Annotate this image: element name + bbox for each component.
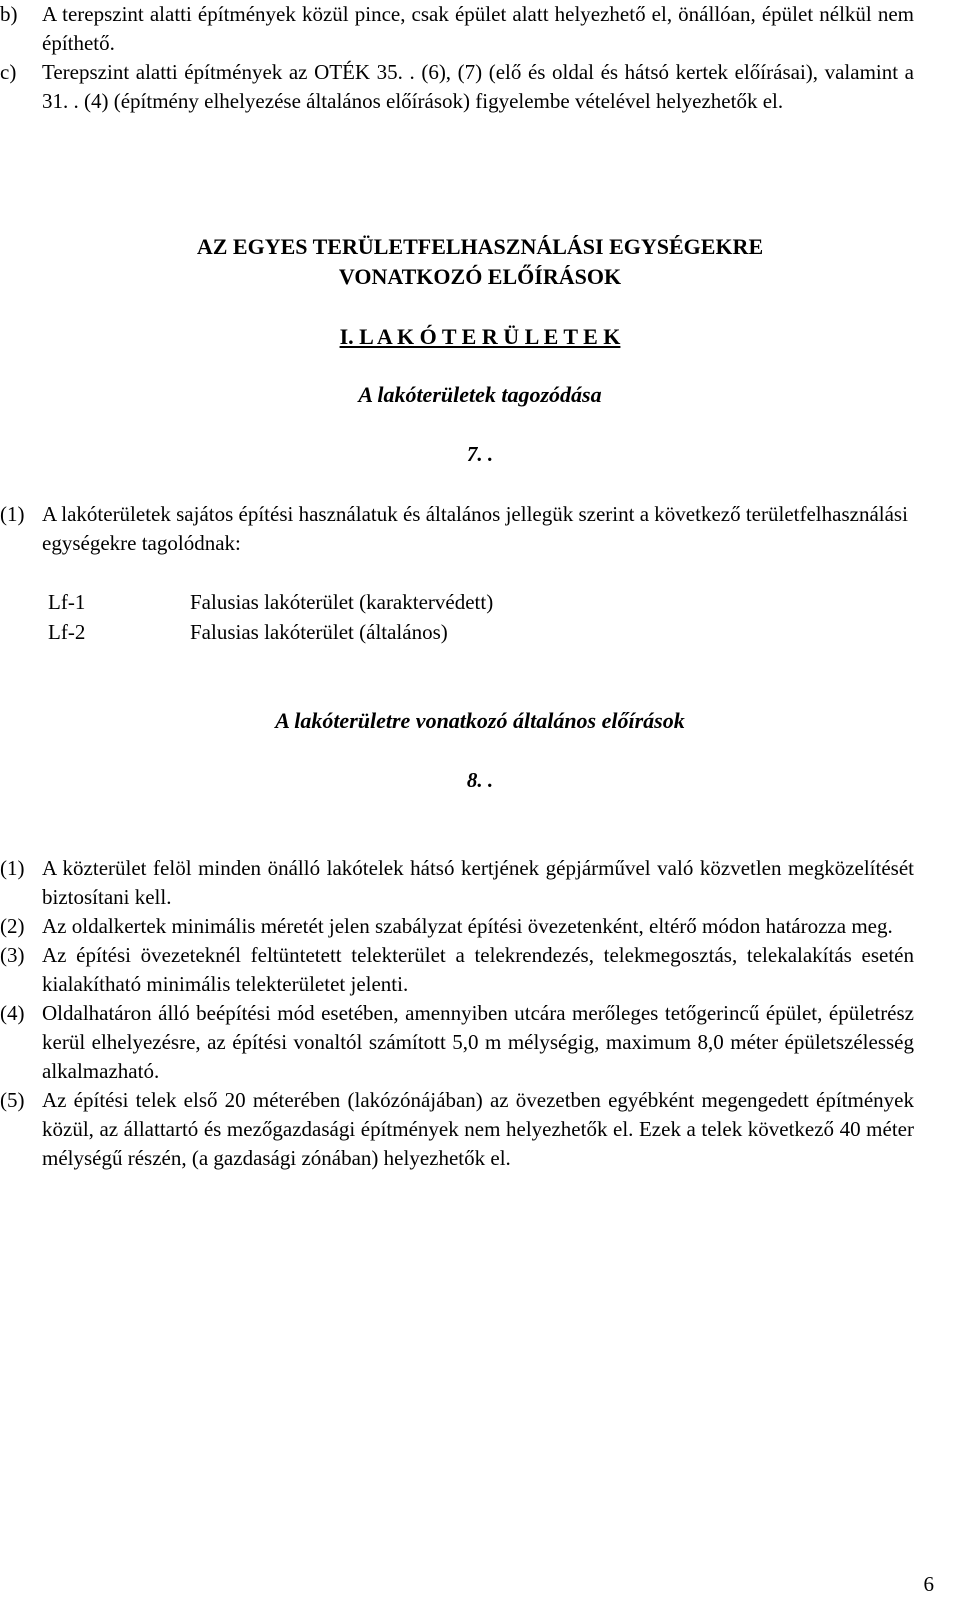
paragraph-text: Az oldalkertek minimális méretét jelen szabályzat építési övezetenként, eltérő módon határozza meg. <box>42 914 893 938</box>
zone-name: Falusias lakóterület (általános) <box>190 620 448 644</box>
page-number: 6 <box>923 1572 934 1596</box>
main-heading-line-2: VONATKOZÓ ELŐÍRÁSOK <box>338 264 622 289</box>
zone-code: Lf-1 <box>48 590 86 614</box>
section-7-number: 7. . <box>466 442 494 466</box>
item-text: Terepszint alatti építmények az OTÉK 35. . (6), (7) (elő és oldal és hátsó kertek előírásai), valamint a 31. . (4) (építmény elhelyezése általános előírások) figyelembe vételével helyezhetők el. <box>42 60 914 113</box>
intro-item-c <box>0 58 918 116</box>
item-marker: b) <box>0 2 18 26</box>
zone-row-lf-2 <box>48 618 928 647</box>
intro-item-b <box>0 0 918 58</box>
subheading-altalanos-eloirasok: A lakóterületre vonatkozó általános előírások <box>275 708 685 733</box>
section-8-paragraphs <box>0 854 960 1173</box>
chapter-heading-wrap <box>0 322 960 352</box>
item-text: A terepszint alatti építmények közül pince, csak épület alatt helyezhető el, önállóan, épület nélkül nem építhető. <box>42 2 914 55</box>
paragraph-text: A közterület felöl minden önálló lakótelek hátsó kertjének gépjárművel való közvetlen megközelítését biztosítani kell. <box>42 856 914 909</box>
paragraph <box>0 912 918 941</box>
section-7-paragraphs <box>0 500 960 558</box>
paragraph-text: Oldalhatáron álló beépítési mód esetében, amennyiben utcára merőleges tetőgerincű épület, épületrész kerül elhelyezésre, az építési vonaltól számított 5,0 m mélységig, maximum 8,0 méter épületszélesség alkalmazható. <box>42 1001 914 1083</box>
section-8-number: 8. . <box>466 768 494 792</box>
paragraph <box>0 999 918 1086</box>
paragraph-text: Az építési telek első 20 méterében (lakózónájában) az övezetben egyébként megengedett építmények közül, az állattartó és mezőgazdasági építmények nem helyezhetők el. Ezek a telek következő 40 méter mélységű részén, (a gazdasági zónában) helyezhetők el. <box>42 1088 914 1170</box>
paragraph <box>0 941 918 999</box>
paragraph-marker: (1) <box>0 856 25 880</box>
paragraph-marker: (1) <box>0 502 25 526</box>
zone-name: Falusias lakóterület (karaktervédett) <box>190 590 494 614</box>
paragraph-marker: (5) <box>0 1088 25 1112</box>
paragraph-marker: (4) <box>0 1001 25 1025</box>
paragraph-text: Az építési övezeteknél feltüntetett telekterület a telekrendezés, telekmegosztás, telekalakítás esetén kialakítható minimális telekterületet jelenti. <box>42 943 914 996</box>
paragraph-marker: (3) <box>0 943 25 967</box>
zone-row-lf-1 <box>48 588 928 617</box>
paragraph-marker: (2) <box>0 914 25 938</box>
paragraph <box>0 854 918 912</box>
paragraph <box>0 500 918 558</box>
main-heading-line-1: AZ EGYES TERÜLETFELHASZNÁLÁSI EGYSÉGEKRE <box>196 234 764 259</box>
intro-list <box>0 0 960 116</box>
zone-code: Lf-2 <box>48 620 86 644</box>
chapter-heading: I. L A K Ó T E R Ü L E T E K <box>339 324 621 349</box>
paragraph <box>0 1086 918 1173</box>
subheading-lakoteruletek-tagozodasa: A lakóterületek tagozódása <box>358 382 602 407</box>
paragraph-text: A lakóterületek sajátos építési használatuk és általános jellegük szerint a következő területfelhasználási egységekre tagolódnak: <box>42 502 908 555</box>
item-marker: c) <box>0 60 17 84</box>
main-heading <box>0 232 960 292</box>
